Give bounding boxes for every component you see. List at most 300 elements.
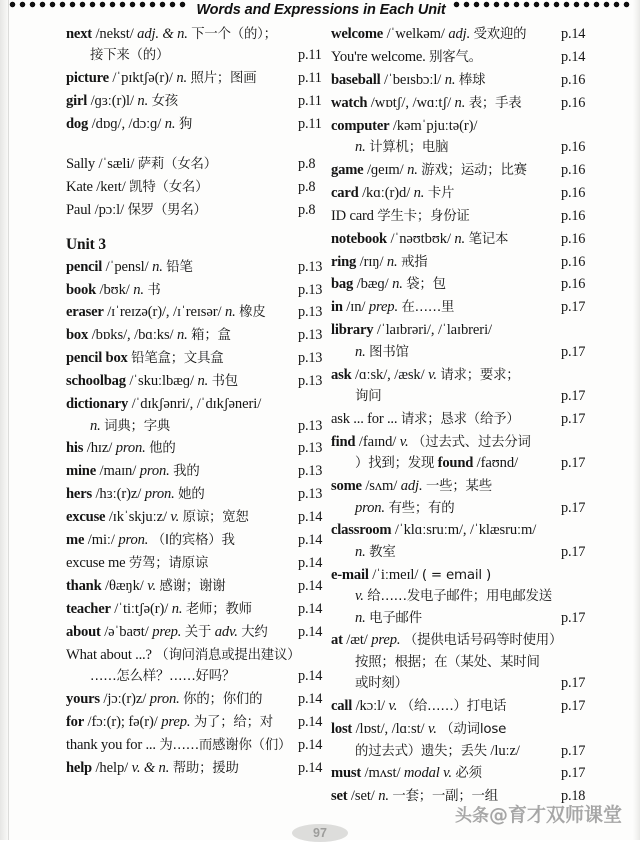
entry-phonetic: /ɪˈreɪzə(r)/, /ɪˈreɪsər/ — [107, 304, 222, 321]
entry-page-ref: p.17 — [561, 299, 586, 316]
entry-page-ref: p.11 — [298, 47, 322, 64]
entry-line — [331, 673, 599, 694]
entry-headword: Kate — [66, 178, 93, 195]
entry-part-of-speech: n. — [152, 258, 163, 275]
entry-gloss: 袋；包 — [406, 277, 446, 293]
entry-part-of-speech: n. — [197, 373, 209, 390]
vocabulary-entry — [66, 622, 328, 643]
entry-phonetic: /ɡeɪm/ — [366, 161, 404, 178]
entry-gloss: （动词lose — [440, 722, 507, 738]
entry-page-ref: p.13 — [298, 417, 323, 434]
entry-gloss: 计算机；电脑 — [369, 140, 449, 156]
entry-headword: found — [437, 455, 474, 472]
entry-gloss: 为……而感谢你（们） — [159, 737, 292, 753]
entry-page-ref: p.14 — [298, 690, 323, 707]
entry-line — [331, 453, 599, 474]
entry-page-ref: p.13 — [298, 258, 323, 275]
entry-page-ref: p.16 — [561, 71, 586, 88]
entry-gloss: 游戏；运动；比赛 — [421, 162, 527, 178]
unit-heading: Unit 3 — [66, 236, 107, 254]
entry-page-ref: p.14 — [298, 759, 323, 776]
vocabulary-entry — [331, 297, 599, 318]
entry-page-ref: p.8 — [298, 201, 316, 218]
entry-headword: ring — [331, 253, 357, 270]
entry-phonetic: /ˈpensl/ — [105, 258, 149, 275]
entry-phonetic: /bʊk/ — [99, 281, 130, 298]
entry-headword: e-mail — [331, 566, 369, 583]
entry-line — [331, 498, 599, 519]
entry-gloss: ……怎么样？……好吗？ — [90, 668, 236, 684]
entry-line — [66, 484, 328, 505]
entry-page-ref: p.11 — [298, 116, 322, 133]
entry-line — [331, 274, 599, 295]
entry-gloss: 笔记本 — [468, 231, 509, 247]
entry-headword: me — [66, 532, 85, 549]
vocabulary-entry — [66, 114, 328, 135]
vocabulary-entry — [331, 696, 599, 717]
entry-line — [66, 461, 328, 482]
entry-line — [331, 160, 599, 181]
entry-page-ref: p.11 — [298, 93, 322, 110]
entry-line — [66, 645, 328, 666]
entry-part-of-speech: adj. — [448, 26, 471, 42]
entry-gloss: 箱；盒 — [191, 328, 231, 344]
entry-gloss: 你的；你们的 — [183, 691, 263, 707]
entry-line — [66, 371, 328, 392]
entry-phonetic: /kɑː(r)d/ — [362, 184, 411, 201]
entry-gloss: 女孩 — [151, 94, 178, 110]
watermark-prefix: 头条 — [455, 806, 489, 826]
entry-headword: excuse me — [66, 554, 126, 571]
entry-phonetic: /wɒtʃ/, /wɑːtʃ/ — [370, 94, 452, 111]
entry-part-of-speech: pron. — [149, 690, 180, 707]
entry-page-ref: p.16 — [561, 139, 586, 156]
vocabulary-entry — [331, 93, 599, 114]
entry-phonetic: /əˈbaʊt/ — [104, 623, 149, 640]
entry-page-ref: p.17 — [561, 499, 586, 516]
vocabulary-entry — [66, 576, 328, 597]
entry-page-ref: p.13 — [298, 350, 323, 367]
entry-line — [331, 741, 599, 762]
entry-line — [66, 24, 328, 45]
entry-page-ref: p.16 — [561, 94, 586, 111]
entry-headword: Paul — [66, 201, 92, 218]
vocabulary-entry — [66, 24, 328, 67]
entry-part-of-speech: adj. & n. — [137, 26, 188, 42]
vocabulary-entry — [331, 183, 599, 204]
entry-gloss: （过去式、过去分词 — [412, 434, 531, 450]
entry-headword: What about ...? — [66, 646, 152, 663]
entry-gloss: 铅笔 — [166, 259, 193, 275]
vocabulary-entry — [66, 68, 328, 89]
entry-page-ref: p.14 — [561, 48, 586, 65]
vocabulary-entry — [331, 630, 599, 694]
entry-line — [331, 229, 599, 250]
entry-headword: picture — [66, 70, 109, 87]
vocabulary-entry — [66, 599, 328, 620]
entry-part-of-speech: v. — [355, 588, 364, 605]
entry-phonetic: /ˈpɪktʃə(r)/ — [112, 70, 173, 87]
entry-page-ref: p.13 — [298, 373, 323, 390]
entry-part-of-speech: n. — [355, 343, 366, 360]
entry-page-ref: p.17 — [561, 765, 586, 782]
vocabulary-entry — [331, 206, 599, 227]
entry-line — [66, 689, 328, 710]
vocabulary-entry — [66, 689, 328, 710]
entry-gloss: 询问 — [355, 389, 382, 404]
entry-gloss: 劳驾；请原谅 — [128, 555, 209, 571]
entry-line — [66, 553, 328, 574]
vocabulary-entry — [66, 394, 328, 437]
entry-gloss: 接下来（的） — [90, 48, 170, 64]
entry-part-of-speech: n. — [454, 230, 466, 247]
entry-phonetic: /ˈdɪkʃənri/, /ˈdɪkʃəneri/ — [131, 396, 262, 413]
entry-page-ref: p.16 — [561, 230, 586, 247]
entry-phonetic: /set/ — [350, 788, 375, 805]
entry-headword: dog — [66, 116, 89, 133]
entry-headword: teacher — [66, 600, 111, 617]
vocabulary-entry — [66, 325, 328, 346]
entry-gloss: 按照；根据；在（某处、某时间 — [355, 654, 540, 670]
entry-gloss: 教室 — [369, 544, 396, 560]
entry-page-ref: p.17 — [561, 410, 586, 427]
entry-gloss: 学生卡；身份证 — [377, 208, 470, 224]
entry-page-ref: p.16 — [561, 276, 586, 293]
entry-line — [331, 630, 599, 651]
entry-line — [66, 257, 328, 278]
entry-line — [66, 666, 328, 687]
vocabulary-column-left — [66, 24, 328, 836]
vocabulary-entry — [66, 200, 328, 221]
entry-gloss: 书包 — [211, 374, 238, 390]
vocabulary-entry — [331, 70, 599, 91]
entry-part-of-speech: n. — [392, 276, 403, 293]
entry-line — [331, 432, 599, 453]
entry-phonetic: /ˈsæli/ — [98, 156, 135, 173]
entry-headword: for — [66, 713, 85, 730]
entry-phonetic: /luːz/ — [490, 742, 520, 759]
entry-gloss: 受欢迎的 — [473, 27, 527, 42]
entry-part-of-speech: n. — [413, 184, 425, 201]
entry-headword: must — [331, 765, 362, 782]
entry-page-ref: p.17 — [561, 455, 586, 472]
entry-gloss: 保罗（男名） — [127, 202, 207, 218]
entry-headword: You're welcome. — [331, 48, 426, 65]
entry-page-ref: p.17 — [561, 742, 586, 759]
entry-gloss: ( = email ) — [421, 567, 491, 583]
entry-line — [66, 438, 328, 459]
vocabulary-entry — [331, 432, 599, 475]
entry-part-of-speech: n. — [378, 788, 389, 805]
entry-headword: his — [66, 440, 84, 457]
entry-line — [331, 297, 599, 318]
entry-part-of-speech: v. — [170, 509, 180, 526]
entry-gloss: 大约 — [241, 624, 268, 640]
entry-phonetic: /ɑːsk/, /æsk/ — [355, 366, 425, 383]
entry-phonetic: /sʌm/ — [365, 478, 398, 495]
entry-line — [66, 154, 328, 175]
vocabulary-entry — [66, 484, 328, 505]
entry-gloss: 狗 — [178, 117, 193, 133]
entry-phonetic: /ɪkˈskjuːz/ — [108, 509, 167, 526]
entry-line — [331, 24, 599, 45]
entry-page-ref: p.13 — [298, 281, 323, 298]
vocabulary-entry — [66, 438, 328, 459]
entry-gloss: 照片；图画 — [190, 71, 257, 87]
entry-phonetic: /help/ — [95, 759, 129, 776]
entry-phonetic: /maɪn/ — [99, 463, 137, 480]
entry-part-of-speech: n. — [386, 253, 398, 270]
entry-page-ref: p.13 — [298, 327, 323, 344]
page-title: Words and Expressions in Each Unit — [196, 1, 446, 18]
entry-headword: pencil box — [66, 350, 128, 367]
entry-headword: ID card — [331, 207, 374, 224]
entry-line — [331, 342, 599, 363]
vocabulary-entry — [331, 47, 599, 68]
entry-phonetic: /faʊnd/ — [476, 455, 519, 472]
entry-gloss: 表；手表 — [468, 95, 522, 111]
entry-gloss: 她的 — [178, 487, 205, 503]
vocabulary-entry — [331, 520, 599, 563]
entry-gloss: 图书馆 — [369, 344, 409, 360]
entry-gloss: 在……里 — [401, 300, 455, 316]
entry-gloss: 请求；要求； — [440, 367, 520, 383]
vocabulary-entry — [66, 302, 328, 323]
entry-line — [331, 652, 599, 673]
entry-page-ref: p.16 — [561, 207, 586, 224]
entry-headword: classroom — [331, 522, 392, 539]
entry-gloss: 戒指 — [401, 254, 428, 270]
entry-line — [331, 542, 599, 563]
entry-line — [331, 763, 599, 784]
entry-headword: watch — [331, 94, 368, 111]
vocabulary-entry — [66, 712, 328, 733]
entry-gloss: 棒球 — [458, 72, 486, 88]
entry-page-ref: p.16 — [561, 184, 586, 201]
entry-line — [66, 394, 328, 415]
entry-line — [331, 696, 599, 717]
entry-phonetic: /pɔːl/ — [94, 201, 125, 218]
entry-phonetic: /bɒks/, /bɑːks/ — [91, 327, 174, 344]
vocabulary-entry — [331, 116, 599, 159]
entry-line — [331, 70, 599, 91]
entry-phonetic: /bæɡ/ — [356, 276, 389, 293]
entry-gloss: 的过去式）遗失；丢失 — [355, 743, 487, 759]
entry-part-of-speech: v. — [147, 577, 157, 594]
entry-gloss: 原谅；宽恕 — [182, 510, 249, 526]
entry-phonetic: /fɔː(r); fə(r)/ — [87, 713, 158, 730]
entry-line — [331, 365, 599, 386]
entry-line — [66, 45, 328, 66]
entry-line — [331, 608, 599, 629]
vocabulary-entry — [331, 320, 599, 363]
entry-gloss: 电子邮件 — [369, 610, 422, 626]
entry-gloss: 下一个（的）； — [191, 27, 277, 42]
entry-phonetic: /kəmˈpjuːtə(r)/ — [392, 117, 478, 134]
entry-phonetic: /hɜː(r)z/ — [95, 486, 142, 503]
entry-headword: baseball — [331, 71, 381, 88]
entry-line — [331, 252, 599, 273]
vocabulary-entry — [66, 507, 328, 528]
vocabulary-entry — [66, 177, 328, 198]
entry-line — [66, 114, 328, 135]
entry-part-of-speech: pron. — [115, 440, 146, 457]
entry-phonetic: /mʌst/ — [364, 765, 401, 782]
entry-phonetic: /ˈtiːtʃə(r)/ — [114, 600, 169, 617]
entry-part-of-speech: n. — [355, 139, 366, 156]
entry-phonetic: /ˈwelkəm/ — [386, 26, 445, 42]
entry-phonetic: /ˈskuːlbæɡ/ — [129, 373, 194, 390]
vocabulary-entry — [331, 24, 599, 45]
entry-page-ref: p.17 — [561, 343, 586, 360]
entry-page-ref: p.16 — [561, 253, 586, 270]
entry-headword: dictionary — [66, 396, 129, 413]
entry-gloss: 我的 — [173, 464, 200, 480]
entry-gloss: 别客气。 — [429, 49, 482, 65]
entry-page-ref: p.16 — [561, 161, 586, 178]
entry-part-of-speech: n. — [137, 93, 149, 110]
entry-headword: mine — [66, 463, 97, 480]
entry-part-of-speech: adv. — [214, 623, 238, 640]
entry-headword: next — [66, 26, 92, 42]
entry-headword: schoolbag — [66, 373, 126, 390]
entry-line — [66, 91, 328, 112]
entry-part-of-speech: pron. — [139, 463, 170, 480]
entry-part-of-speech: n. — [407, 161, 418, 178]
entry-gloss: 他的 — [149, 441, 176, 457]
entry-headword: find — [331, 433, 356, 450]
vocabulary-entry — [331, 409, 599, 430]
entry-page-ref: p.13 — [298, 463, 323, 480]
entry-line — [331, 47, 599, 68]
entry-line — [331, 409, 599, 430]
entry-gloss: 卡片 — [427, 185, 455, 201]
entry-phonetic: /jɔː(r)z/ — [103, 690, 147, 707]
entry-part-of-speech: v. — [428, 366, 437, 383]
entry-part-of-speech: v. — [399, 433, 409, 450]
vocabulary-entry — [331, 229, 599, 250]
entry-gloss: 铅笔盒；文具盒 — [131, 351, 224, 367]
entry-line — [66, 302, 328, 323]
entry-page-ref: p.13 — [298, 440, 323, 457]
entry-part-of-speech: n. — [176, 70, 187, 87]
entry-headword: hers — [66, 486, 92, 503]
entry-part-of-speech: n. — [454, 94, 466, 111]
entry-line — [331, 520, 599, 541]
entry-page-ref: p.17 — [561, 675, 586, 692]
watermark — [455, 800, 622, 827]
entry-part-of-speech: v. — [388, 698, 398, 715]
entry-part-of-speech: prep. — [371, 632, 401, 649]
entry-page-ref: p.13 — [298, 304, 323, 321]
vocabulary-entry — [66, 371, 328, 392]
entry-phonetic: /rɪŋ/ — [359, 253, 384, 270]
header-rule — [9, 21, 633, 22]
vocabulary-entry — [331, 565, 599, 629]
entry-page-ref: p.14 — [298, 667, 323, 684]
entry-headword: library — [331, 322, 374, 339]
entry-line — [331, 476, 599, 497]
entry-page-ref: p.18 — [561, 788, 586, 805]
entry-headword: card — [331, 184, 359, 201]
vocabulary-entry — [66, 758, 328, 779]
entry-gloss: （询问消息或提出建议） — [155, 647, 301, 663]
entry-gloss: 为了；给；对 — [193, 714, 274, 730]
entry-page-ref: p.14 — [298, 736, 323, 753]
entry-gloss: 老师；教师 — [185, 601, 252, 617]
entry-gloss: 书 — [147, 282, 161, 298]
entry-gloss: 或时刻） — [355, 676, 408, 692]
entry-headword: Sally — [66, 156, 95, 173]
entry-gloss: 给……发电子邮件；用电邮发送 — [367, 589, 552, 605]
entry-part-of-speech: pron. — [144, 486, 175, 503]
entry-phonetic: /θæŋk/ — [105, 577, 144, 594]
entry-phonetic: /ˈiːmeɪl/ — [372, 566, 419, 583]
entry-line — [66, 280, 328, 301]
entry-line — [331, 386, 599, 407]
entry-line — [66, 507, 328, 528]
entry-part-of-speech: prep. — [368, 299, 398, 316]
header-dots-right-icon — [453, 1, 633, 8]
entry-page-ref: p.8 — [298, 178, 316, 195]
entry-phonetic: /kɔːl/ — [355, 698, 385, 715]
vocabulary-entry — [66, 154, 328, 175]
entry-line — [331, 320, 599, 341]
entry-headword: ask — [331, 366, 352, 383]
entry-line — [66, 530, 328, 551]
entry-gloss: 词典；字典 — [104, 418, 171, 434]
entry-part-of-speech: n. — [133, 281, 144, 298]
entry-headword: at — [331, 632, 343, 649]
entry-headword: excuse — [66, 509, 106, 526]
entry-headword: bag — [331, 276, 354, 293]
entry-headword: call — [331, 698, 353, 715]
entry-page-ref: p.11 — [298, 70, 322, 87]
entry-gloss: （给……）打电话 — [400, 699, 507, 715]
entry-phonetic: /keɪt/ — [96, 178, 126, 195]
entry-headword: set — [331, 788, 348, 805]
entry-phonetic: /æt/ — [346, 632, 368, 649]
watermark-text: @育才双师课堂 — [489, 804, 623, 826]
entry-headword: eraser — [66, 304, 104, 321]
page-right-edge — [633, 0, 640, 840]
entry-page-ref: p.14 — [298, 600, 323, 617]
entry-headword: welcome — [331, 26, 384, 42]
vocabulary-entry — [66, 645, 328, 688]
entry-line — [331, 93, 599, 114]
vocabulary-entry — [331, 160, 599, 181]
entry-phonetic: /ɡɜː(r)l/ — [90, 93, 134, 110]
vocabulary-entry — [331, 365, 599, 408]
entry-phonetic: /miː/ — [87, 532, 115, 549]
entry-phonetic: /nekst/ — [95, 26, 134, 42]
entry-headword: some — [331, 478, 362, 495]
entry-part-of-speech: v. & n. — [131, 759, 170, 776]
entry-line — [66, 348, 328, 369]
entry-gloss: 一些；某些 — [425, 479, 492, 495]
entry-gloss: 一套；一副；一组 — [392, 789, 498, 805]
entry-headword: book — [66, 281, 97, 298]
entry-phonetic: /hɪz/ — [86, 440, 113, 457]
vocabulary-entry — [66, 461, 328, 482]
entry-line — [66, 576, 328, 597]
entry-headword: pencil — [66, 258, 103, 275]
entry-page-ref: p.13 — [298, 486, 323, 503]
entry-line — [66, 416, 328, 437]
entry-page-ref: p.14 — [298, 532, 323, 549]
entry-gloss: 有些；有的 — [388, 500, 455, 516]
entry-line — [331, 116, 599, 137]
